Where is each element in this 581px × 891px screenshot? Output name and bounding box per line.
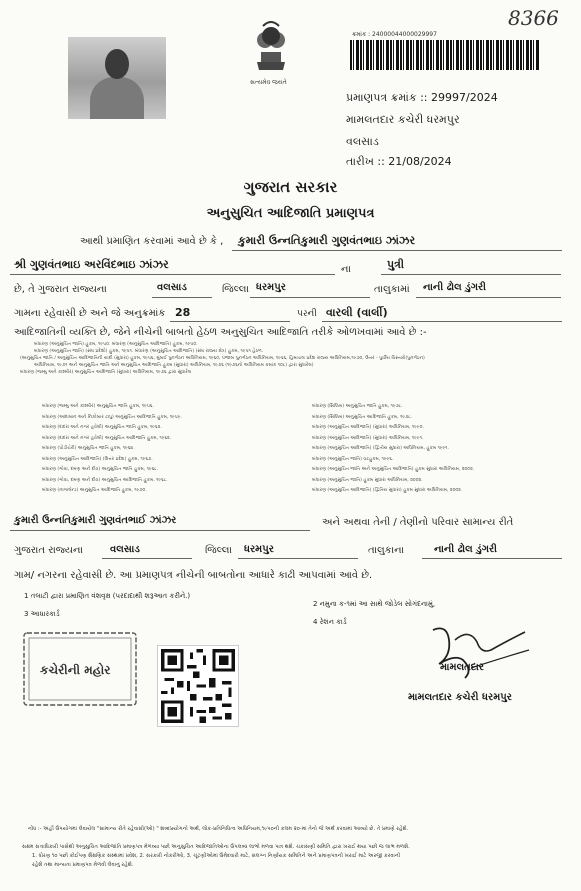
signature	[425, 620, 535, 690]
date-value: 21/08/2024	[388, 155, 452, 168]
emblem-caption: સત્યમેવ જયતે	[250, 79, 287, 86]
document-item: 4 રેશન કાર્ડ	[313, 618, 347, 626]
certificate-number-label: પ્રમાણપત્ર ક્રમાંક ::	[346, 91, 428, 104]
caste-prefix: પરની	[297, 309, 317, 319]
certificate-title: અનુસુચિત આદિજાતિ પ્રમાણપત્ર	[206, 206, 375, 221]
order-item: (અનુસુચિત જાતિ / અનુસુચિત આદિજાતિની યાદી (સુધારા) હુકમ, ૧૯૫૬, મુંબઈ પુનર્ગઠન અધિનિયમ, ૧૯૬૦, પંજાબ પુનર્ગઠન અધિનિયમ, ૧૯૬૬, હિમાચલ પ્રદેશ રાજ્ય અધિનિયમ,૧૯૭૦, ઉત્તર - પુર્વીય વિસ્તારો(પુનર્ગઠન)	[20, 356, 425, 361]
date-row	[346, 155, 452, 169]
state-prefix-2: ગુજરાત રાજ્યના	[14, 545, 83, 556]
district-value-2: વલસાડ	[110, 544, 140, 555]
applicant-photo	[68, 37, 166, 119]
order-item: બંધારણ (જમ્મુ અને કાશ્મીર) અનુસુચિત જાતિ હુકમ, ૧૯૫૬.	[42, 404, 154, 409]
orders-left-list	[42, 402, 282, 497]
handwritten-serial: 8366	[508, 6, 559, 30]
order-item: બંધારણ (અનુસુચિત આદિજાતિ) (દ્વિતિય સુધારા) હુકમ સુધારા અધિનિયમ, ૨૦૦૨.	[312, 488, 463, 493]
basis-text: ગામ/ નગરના રહેવાસી છે. આ પ્રમાણપત્ર નીચેની બાબતોના આધારે કાઢી આપવામાં આવે છે.	[14, 570, 373, 581]
serial-number: 28	[175, 306, 191, 319]
order-item: બંધારણ (સિક્કિમ) અનુસુચિત જાતિ હુકમ, ૧૯૭૮.	[312, 404, 403, 409]
relation-prefix: ના	[341, 264, 351, 275]
signatory-title: મામલતદાર	[440, 662, 484, 673]
caste-name: વારલી (વાર્લી)	[326, 306, 388, 319]
government-title: ગુજરાત સરકાર	[243, 178, 338, 196]
stamp-text: કચેરીની મહોર	[40, 663, 111, 677]
applicant-name-repeat: કુમારી ઉન્નતિકુમારી ગુણવંતભાઈ ઝાંઝર	[14, 515, 177, 526]
order-item: બંધારણ (અનુસુચિત આદિજાતિ) (સુધારા) અધિનિયમ, ૧૯૯૧.	[312, 435, 424, 441]
order-item: બંધારણ (અનુસુચિત આદિજાતિ) (દ્વિતીય સુધારા) અધિનિયમ, હુકમ ૧૯૯૧.	[312, 446, 450, 451]
order-item: બંધારણ (દાદરા અને નગર હવેલી) અનુસુચિત આદિજાતિ હુકમ, ૧૯૬૨.	[42, 435, 172, 441]
taluka-label-2: તાલુકાના	[368, 545, 405, 556]
resident-text: ગામના રહેવાસી છે અને જે અનુક્રમાંક	[14, 308, 166, 319]
order-item: બંધારણ (પોંડીચેરી) અનુસુચિત જાતિ હુકમ, ૧૯૬૪.	[42, 446, 135, 451]
barcode	[350, 40, 540, 70]
certify-text: આથી પ્રમાણિત કરવામાં આવે છે કે ,	[80, 236, 224, 247]
taluka-value-2: ધરમપુર	[244, 544, 274, 555]
order-item: બંધારણ (નાગાલેન્ડ) અનુસુચિત આદિજાતિ હુકમ, ૧૯૭૦.	[42, 488, 147, 493]
order-item: બંધારણ (અનુસુચિત જાતિ) હુકમ સુધારા અધિનિયમ, ૨૦૦૨.	[312, 477, 423, 483]
validity-line: 1. ધોરણ ૧૦ પછી કોઈપણ શૈક્ષણિક સંસ્થામાં પ્રવેશ, 2. સરકારી નોકરીઓ, 3. ચૂંટણીઓમાં ઉમેદવારી માટે, સંલગ્ન નિર્ણાયક સમિતિને અને પ્રમાણપત્રની ખરાઈ માટે અરજી કરવાની	[32, 853, 401, 859]
district-label-2: જિલ્લા	[205, 545, 232, 556]
signatory-office: મામલતદાર કચેરી ધરમપુર	[408, 692, 512, 703]
national-emblem-icon	[247, 18, 295, 80]
orders-right-list	[312, 402, 572, 497]
validity-line: રહેશે તથા માન્યતા પ્રમાણપત્ર મેળવી લેવાનું રહેશે.	[32, 862, 134, 868]
order-item: બંધારણ (અનુસુચિત આદિજાતિ) (સુધારા) અધિનિયમ, ૧૯૯૦.	[312, 425, 424, 430]
family-text: અને અથવા તેની / તેણીનો પરિવાર સામાન્ય રીતે	[322, 517, 514, 528]
footer-note: નોંધ :- અહીં ઉપયોગમાં લેવાયેલ "સામાન્ય રીતે રહેવાસી(ઓ) " શબ્દપ્રયોગનો અર્થ, લોક-પ્રતિનિધિત્વ અધિનિયમ,૧૯૫૦ની કલમ ૨૦-માં તેનો જે અર્થ કરવામાં આવ્યો છે. તે પ્રમાણે રહેશે.	[28, 826, 409, 832]
office-seal-stamp	[18, 625, 144, 713]
district-value: વલસાડ	[157, 282, 187, 293]
relation: પુત્રી	[387, 258, 405, 271]
order-item: બંધારણ (ગોવા, દમણ અને દીવ) અનુસુચિત જાતિ હુકમ, ૧૯૬૮.	[42, 467, 159, 472]
order-item: બંધારણ (ગોવા, દમણ અને દીવ) અનુસુચિત આદિજાતિ હુકમ, ૧૯૬૮.	[42, 477, 168, 483]
order-item: બંધારણ (સિક્કિમ) અનુસુચિત આદિજાતિ હુકમ, ૧૯૭૮.	[312, 414, 413, 420]
validity-line: સક્ષમ સત્તાધિકારી પાસેથી અનુસુચિત આદિજાતિ પ્રમાણપત્ર મેળવ્યા પછી અનુસુચિત આદિજાતિઓના ઉપલબ્ધ લાભો મળવા પાત્ર થશે. ચકાસણી સમિતિ દ્વારા ખરાઈ થયા પછી જ લાભ મળશે.	[22, 844, 410, 850]
qr-code	[157, 645, 239, 727]
order-item: બંધારણ (અનુસુચિત જાતિ) (સંઘ પ્રદેશો) હુકમ, ૧૯૫૧. બંધારણ (અનુસુચિત આદિજાતિ) (સંઘ રાજ્ય ક્ષેત્ર) હુકમ, ૧૯૫૧ હેઠળ.	[34, 349, 264, 354]
order-item: બંધારણ (જમ્મુ અને કાશ્મીર) અનુસુચિત આદિજાતિ (સુધારા) અધિનિયમ, ૧૯૭૬ દ્વારા સુધારેલ	[20, 370, 192, 375]
village-value-2: નાની ઢોલ ડુંગરી	[434, 544, 498, 555]
tribe-declaration: આદિજાતિની વ્યક્તિ છે, જેને નીચેની બાબતો હેઠળ અનુસુચિત આદિજાતિ તરીકે ઓળખવામાં આવે છે :-	[14, 327, 427, 338]
order-item: બંધારણ (અનુસુચિત જાતિ) વટહુકમ, ૧૯૯૬.	[312, 456, 394, 462]
taluka-label: તાલુકામાં	[374, 284, 410, 295]
office-district: વલસાડ	[346, 135, 379, 148]
state-prefix: છે, તે ગુજરાત રાજ્યના	[14, 284, 107, 295]
document-item: 2 નમુના ક-૧માં આ સાથે જોડેલ સોગંદનામું,	[313, 600, 436, 608]
father-name: શ્રી ગુણવંતભાઇ અરવિંદભાઇ ઝાંઝર	[14, 258, 169, 271]
order-item: અધિનિયમ, ૧૯૭૧ અને અનુસુચિત જાતિ અને અનુસુચિત આદિજાતિ હુકમ (સુધારા) અધિનિયમ, ૧૯૭૬ (૧૯૭૬નો અધિનિયમ ક્રમાંક ૧૦૮) દ્વારા સુધારેલ)	[34, 363, 314, 368]
office-name: મામલતદાર કચેરી ધરમપુર	[346, 113, 460, 126]
order-item: બંધારણ (અનુસુચિત આદિજાતિ) (ઉત્તર પ્રદેશ) હુકમ, ૧૯૬૭.	[42, 456, 153, 462]
document-item: 1 તલાટી દ્વારા પ્રમાણિત વંશવૃક્ષ (પરદાદાથી શરૂઆત કરીને.)	[24, 592, 191, 600]
date-label: તારીખ ::	[346, 155, 385, 168]
certificate-number-row	[346, 91, 498, 105]
barcode-label: ક્રમાંક :	[352, 31, 371, 38]
taluka-value: ધરમપુર	[256, 282, 286, 293]
validity-notes	[22, 843, 567, 870]
village-value: નાની ઢોલ ડુંગરી	[423, 282, 487, 293]
district-label: જિલ્લા	[222, 284, 249, 295]
barcode-number: 24000044000029997	[372, 31, 437, 38]
order-item: બંધારણ (દાદરા અને નગર હવેલી) અનુસુચિત જાતિ હુકમ, ૧૯૬૨.	[42, 425, 162, 430]
orders-top-list	[20, 341, 564, 376]
applicant-name: કુમારી ઉન્નતિકુમારી ગુણવંતભાઇ ઝાંઝર	[238, 234, 416, 247]
order-item: બંધારણ (અનુસુચિત જાતિ) હુકમ, ૧૯૫૦. બંધારણ (અનુસુચિત આદિજાતિ) હુકમ, ૧૯૫૦.	[34, 342, 198, 347]
document-item: 3 આધારકાર્ડ	[24, 610, 60, 618]
certificate-number: 29997/2024	[431, 91, 498, 104]
order-item: બંધારણ (અનુસુચિત જાતિ અને અનુસુચિત આદિજાતિ) હુકમ સુધારા અધિનિયમ, ૨૦૦૨.	[312, 467, 475, 472]
order-item: બંધારણ (આંદામાન અને નિકોબાર ટાપુ) અનુસુચિત આદિજાતિ હુકમ, ૧૯૫૯.	[42, 414, 182, 420]
barcode-header	[352, 31, 437, 39]
